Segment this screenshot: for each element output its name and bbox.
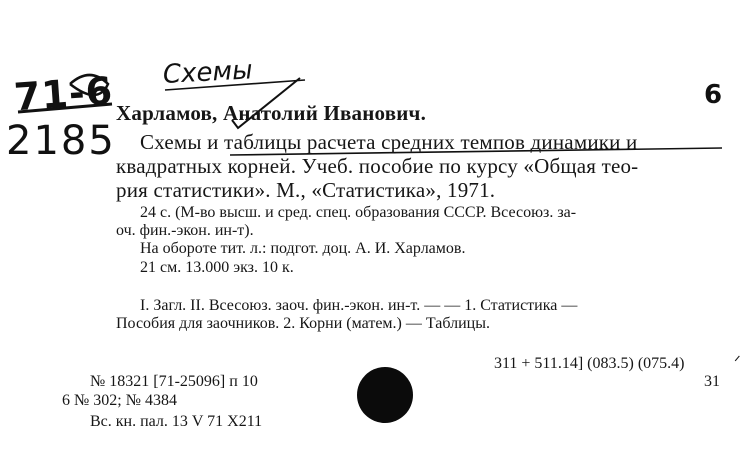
handwritten-class-code: 71-6: [12, 68, 115, 120]
tracings-line-2: Пособия для заочников. 2. Корни (матем.) — Таблицы.: [116, 315, 490, 332]
collation-line-1: 24 с. (М-во высш. и сред. спец. образования СССР. Всесоюз. за-: [140, 204, 577, 221]
title-line-1: Схемы и таблицы расчета средних темпов динамики и: [140, 130, 638, 154]
title-line-2: квадратных корней. Учеб. пособие по курсу «Общая тео-: [116, 154, 639, 178]
handwritten-annotation: Схемы: [162, 55, 254, 90]
classification-mark: ᐟ: [734, 354, 741, 371]
title-line-3: рия статистики». М., «Статистика», 1971.: [116, 178, 496, 202]
collation-line-2: оч. фин.-экон. ин-т).: [116, 222, 254, 239]
handwritten-accession-number: 2185: [6, 118, 116, 164]
tracings-line-1: I. Загл. II. Всесоюз. заоч. фин.-экон. ин-т. — — 1. Статистика —: [140, 297, 578, 314]
punch-hole: [357, 367, 413, 423]
classification-page: 31: [704, 373, 720, 390]
registry-sub-number: 6 № 302; № 4384: [62, 392, 177, 409]
classification-index: 311 + 511.14] (083.5) (075.4): [494, 355, 685, 372]
registry-number: № 18321 [71-25096] п 10: [90, 373, 258, 390]
format-and-print-run: 21 см. 13.000 экз. 10 к.: [140, 259, 294, 276]
registry-date: Вс. кн. пал. 13 V 71 X211: [90, 413, 263, 430]
author-heading: Харламов, Анатолий Иванович.: [116, 101, 427, 125]
preparer-note: На обороте тит. л.: подгот. доц. А. И. Харламов.: [140, 240, 466, 257]
corner-mark: 6: [704, 80, 723, 110]
